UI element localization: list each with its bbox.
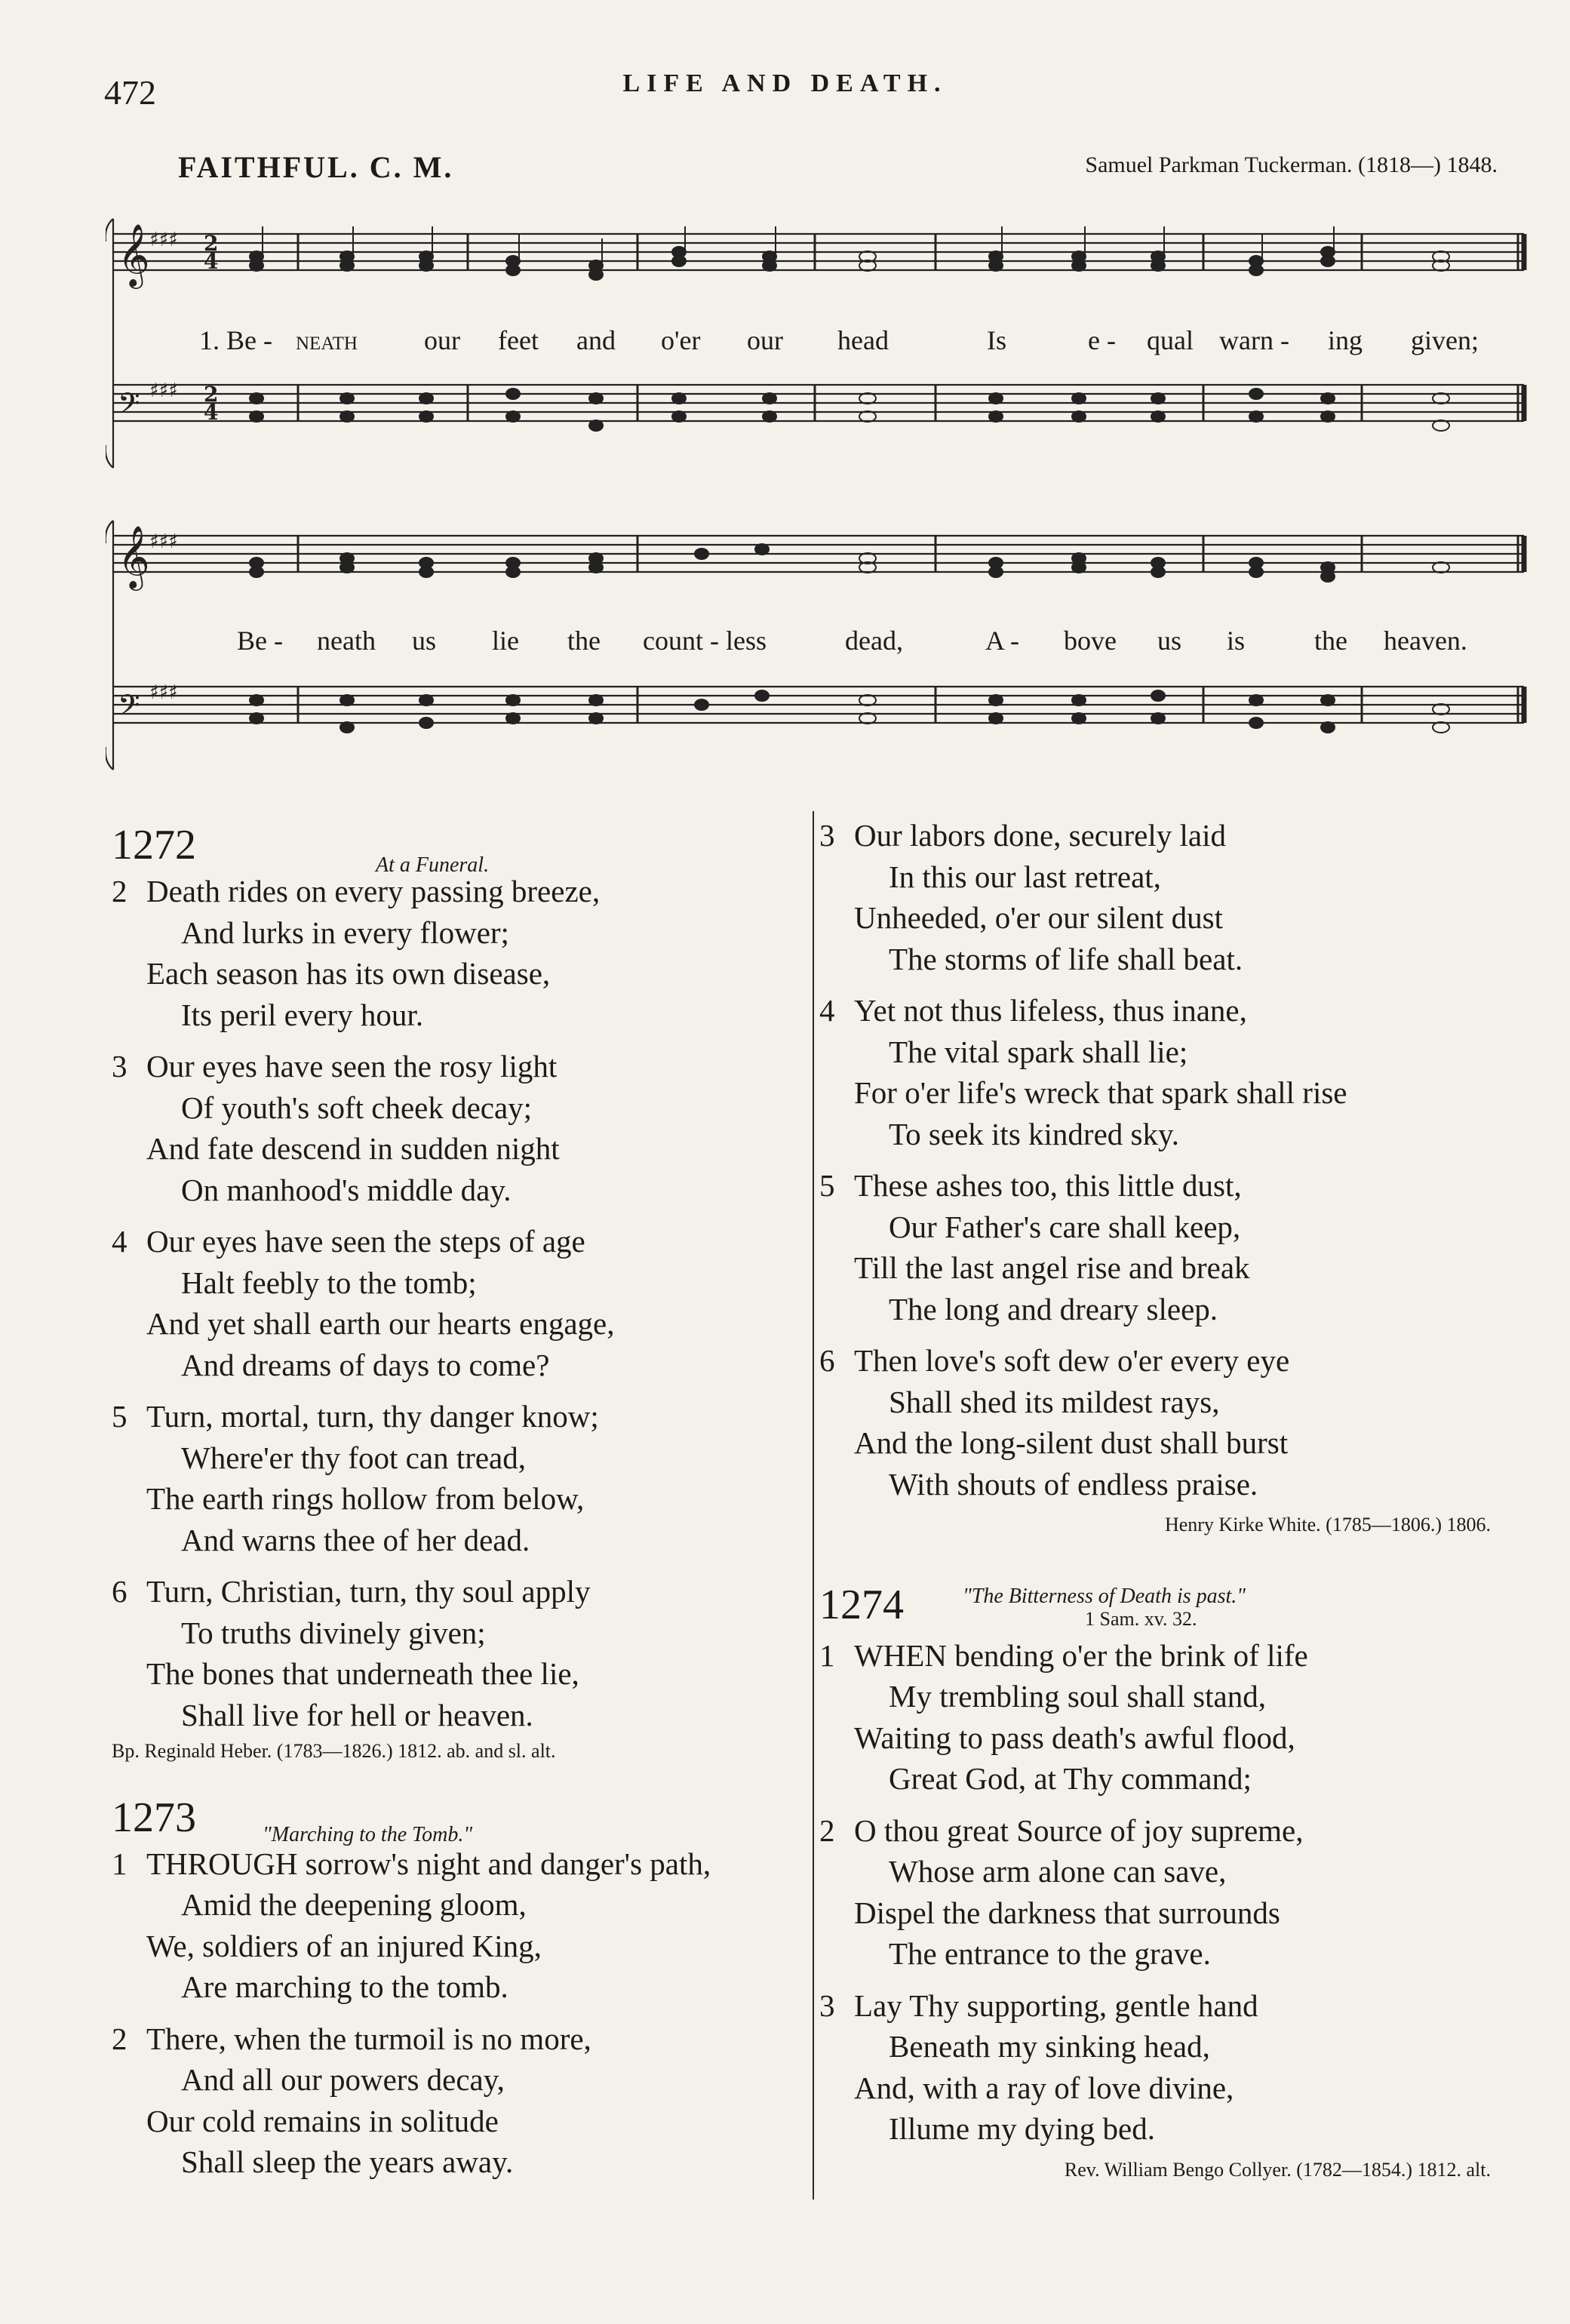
verse-line: The vital spark shall lie; bbox=[889, 1034, 1188, 1069]
tune-title: FAITHFUL. C. M. bbox=[178, 150, 454, 184]
verse-line: My trembling soul shall stand, bbox=[889, 1679, 1266, 1714]
verse-line: Where'er thy foot can tread, bbox=[181, 1440, 527, 1475]
verse-line: 6 Turn, Christian, turn, thy soul apply bbox=[112, 1574, 591, 1609]
verse-line: Each season has its own disease, bbox=[146, 956, 551, 991]
verse-line: Illume my dying bed. bbox=[889, 2111, 1156, 2146]
svg-text:♯♯♯: ♯♯♯ bbox=[149, 530, 178, 553]
svg-text:♯♯♯: ♯♯♯ bbox=[149, 229, 178, 251]
verse-line: Our Father's care shall keep, bbox=[889, 1209, 1241, 1244]
verse-line: Waiting to pass death's awful flood, bbox=[854, 1720, 1295, 1755]
verse-line: Our cold remains in solitude bbox=[146, 2103, 499, 2138]
svg-text:4: 4 bbox=[204, 249, 219, 274]
verse-line: Shall live for hell or heaven. bbox=[181, 1697, 533, 1732]
verse-line: Dispel the darkness that surrounds bbox=[854, 1895, 1280, 1930]
music-score bbox=[106, 204, 1539, 785]
verse-line: 1 WHEN bending o'er the brink of life bbox=[819, 1637, 1308, 1673]
page-number: 472 bbox=[104, 73, 156, 112]
tune-composer: Samuel Parkman Tuckerman. (1818—) 1848. bbox=[1085, 152, 1498, 177]
verse-line: Beneath my sinking head, bbox=[889, 2029, 1210, 2064]
verse-line: And warns thee of her dead. bbox=[181, 1522, 530, 1557]
hymn-1274-header bbox=[819, 1582, 1498, 1635]
hymn-occasion: "Marching to the Tomb." bbox=[263, 1822, 473, 1846]
verse-line: 2 There, when the turmoil is no more, bbox=[112, 2021, 591, 2056]
hymn-1272-header bbox=[112, 822, 806, 877]
hymn-occasion: "The Bitterness of Death is past." bbox=[963, 1584, 1246, 1608]
svg-text:♯♯♯: ♯♯♯ bbox=[149, 380, 178, 402]
verse-line: And all our powers decay, bbox=[181, 2062, 505, 2097]
svg-text:𝄞: 𝄞 bbox=[118, 223, 150, 286]
verse-line: And dreams of days to come? bbox=[181, 1347, 550, 1382]
verse-line: 2 O thou great Source of joy supreme, bbox=[819, 1812, 1304, 1848]
verse-line: And the long-silent dust shall burst bbox=[854, 1425, 1289, 1460]
running-head: LIFE AND DEATH. bbox=[622, 69, 948, 97]
verse-line: Shall sleep the years away. bbox=[181, 2144, 514, 2179]
verse-line: Its peril every hour. bbox=[181, 997, 424, 1032]
verse-line: 5 These ashes too, this little dust, bbox=[819, 1168, 1242, 1203]
verse-line: The storms of life shall beat. bbox=[889, 941, 1243, 976]
verse-line: Shall shed its mildest rays, bbox=[889, 1384, 1220, 1419]
verse-line: Amid the deepening gloom, bbox=[181, 1887, 527, 1922]
verse-line: 3 Our eyes have seen the rosy light bbox=[112, 1049, 558, 1084]
verse-line: Whose arm alone can save, bbox=[889, 1854, 1227, 1889]
svg-text:♯♯♯: ♯♯♯ bbox=[149, 681, 178, 704]
verse-line: And yet shall earth our hearts engage, bbox=[146, 1306, 615, 1341]
svg-text:𝄢: 𝄢 bbox=[118, 688, 140, 729]
verse-line: And lurks in every flower; bbox=[181, 915, 509, 950]
verse-line: To truths divinely given; bbox=[181, 1615, 486, 1650]
verse-line: The bones that underneath thee lie, bbox=[146, 1656, 579, 1691]
verse-line: Of youth's soft cheek decay; bbox=[181, 1090, 533, 1125]
verse-line: Till the last angel rise and break bbox=[854, 1250, 1250, 1285]
hymn-1273-header bbox=[112, 1794, 806, 1846]
svg-text:2: 2 bbox=[204, 382, 219, 407]
hymn-number: 1274 bbox=[819, 1581, 904, 1628]
verse-line: For o'er life's wreck that spark shall rise bbox=[854, 1075, 1347, 1110]
verse-line: 3 Our labors done, securely laid bbox=[819, 818, 1226, 853]
verse-line: 4 Our eyes have seen the steps of age bbox=[112, 1224, 585, 1259]
hymn-attribution: Bp. Reginald Heber. (1783—1826.) 1812. ab. and sl. alt. bbox=[112, 1740, 556, 1762]
verse-line: 5 Turn, mortal, turn, thy danger know; bbox=[112, 1399, 599, 1434]
svg-text:𝄢: 𝄢 bbox=[118, 386, 140, 427]
verse-line: 3 Lay Thy supporting, gentle hand bbox=[819, 1987, 1258, 2023]
verse-line: On manhood's middle day. bbox=[181, 1172, 512, 1207]
verse-line: 6 Then love's soft dew o'er every eye bbox=[819, 1343, 1290, 1378]
hymn-attribution: Rev. William Bengo Collyer. (1782—1854.) 1812. alt. bbox=[1064, 2158, 1491, 2181]
verse-line: Are marching to the tomb. bbox=[181, 1969, 508, 2004]
verse-line: 1 THROUGH sorrow's night and danger's path, bbox=[112, 1846, 711, 1881]
verse-line: The earth rings hollow from below, bbox=[146, 1481, 585, 1516]
svg-text:2: 2 bbox=[204, 231, 219, 256]
right-column bbox=[819, 815, 1498, 2190]
hymn-1273-verses-left bbox=[112, 1843, 806, 2183]
verse-line: With shouts of endless praise. bbox=[889, 1466, 1258, 1502]
hymn-1272-verses bbox=[112, 871, 806, 1735]
hymn-attribution: Henry Kirke White. (1785—1806.) 1806. bbox=[1164, 1514, 1491, 1536]
verse-line: We, soldiers of an injured King, bbox=[146, 1928, 542, 1963]
scripture-reference: 1 Sam. xv. 32. bbox=[1085, 1607, 1197, 1630]
verse-line: Halt feebly to the tomb; bbox=[181, 1265, 477, 1300]
verse-line: 4 Yet not thus lifeless, thus inane, bbox=[819, 993, 1247, 1028]
verse-line: The entrance to the grave. bbox=[889, 1936, 1211, 1971]
verse-line: And fate descend in sudden night bbox=[146, 1131, 560, 1166]
svg-text:4: 4 bbox=[204, 400, 219, 425]
verse-line: The long and dreary sleep. bbox=[889, 1291, 1218, 1326]
hymn-1273-verses-right bbox=[819, 815, 1498, 1505]
hymn-1274-verses bbox=[819, 1635, 1498, 2150]
hymn-occasion: At a Funeral. bbox=[376, 853, 490, 877]
left-column bbox=[112, 822, 806, 2183]
hymn-number: 1273 bbox=[112, 1794, 196, 1841]
verse-line: And, with a ray of love divine, bbox=[854, 2070, 1234, 2105]
column-divider bbox=[813, 811, 814, 2200]
verse-line: Great God, at Thy command; bbox=[889, 1761, 1252, 1796]
verse-line: To seek its kindred sky. bbox=[889, 1116, 1180, 1151]
verse-line: In this our last retreat, bbox=[889, 859, 1161, 894]
verse-line: 2 Death rides on every passing breeze, bbox=[112, 874, 601, 908]
verse-line: Unheeded, o'er our silent dust bbox=[854, 900, 1224, 935]
svg-text:𝄞: 𝄞 bbox=[118, 524, 150, 588]
hymn-number: 1272 bbox=[112, 822, 196, 868]
